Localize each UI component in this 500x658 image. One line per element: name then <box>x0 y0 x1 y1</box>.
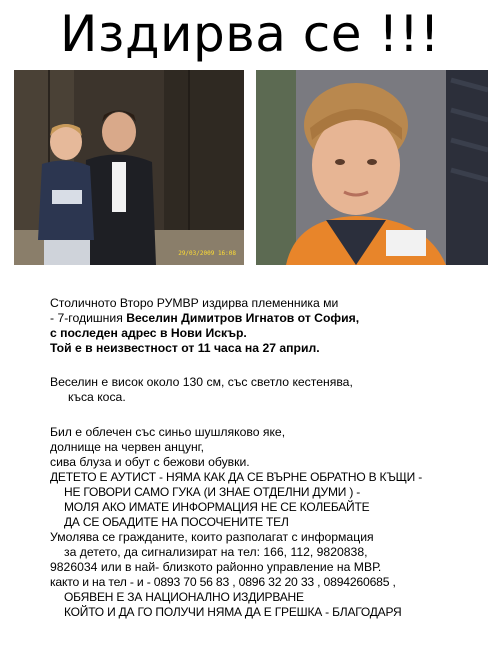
text-line: Веселин е висок около 130 см, със светло кестенява, <box>50 375 353 389</box>
photo-boy-closeup-image <box>256 70 488 265</box>
text-line: Той е в неизвестност от 11 часа на 27 април. <box>50 341 320 355</box>
text-line: МОЛЯ АКО ИМАТЕ ИНФОРМАЦИЯ НЕ СЕ КОЛЕБАЙТЕ <box>64 500 370 514</box>
text-line: 9826034 или в най- близкото районно управление на МВР. <box>50 560 382 574</box>
text-line: ОБЯВЕН Е ЗА НАЦИОНАЛНО ИЗДИРВАНЕ <box>64 590 304 604</box>
text-line: Столичното Второ РУМВР издирва племенника ми <box>50 296 339 310</box>
text-line: къса коса. <box>68 390 126 404</box>
photo-boy-with-adult-image <box>14 70 244 265</box>
text-line: долнище на червен анцунг, <box>50 440 205 454</box>
text-line-part: - 7-годишния <box>50 311 127 325</box>
text-line: ДЕТЕТО Е АУТИСТ - НЯМА КАК ДА СЕ ВЪРНЕ ОБРАТНО В КЪЩИ - <box>50 470 423 484</box>
text-line <box>50 311 359 327</box>
text-line: сива блуза и обут с бежови обувки. <box>50 455 250 469</box>
text-line: НЕ ГОВОРИ САМО ГУКА (И ЗНАЕ ОТДЕЛНИ ДУМИ ) - <box>64 485 361 499</box>
text-line: за детето, да сигнализират на тел: 166, 112, 9820838, <box>64 545 368 559</box>
text-line: ДА СЕ ОБАДИТЕ НА ПОСОЧЕНИТЕ ТЕЛ <box>64 515 289 529</box>
text-line: както и на тел - и - 0893 70 56 83 , 0896 32 20 33 , 0894260685 , <box>50 575 396 589</box>
photo-boy-closeup <box>256 70 488 265</box>
text-line: КОЙТО И ДА ГО ПОЛУЧИ НЯМА ДА Е ГРЕШКА - БЛАГОДАРЯ <box>64 605 402 619</box>
poster-title: Издирва се !!! <box>59 5 441 63</box>
text-line: Умолява се гражданите, които разполагат с информация <box>50 530 374 544</box>
text-line: Бил е облечен със синьо шушляково яке, <box>50 425 286 439</box>
photo-boy-with-adult <box>14 70 244 265</box>
text-line: с последен адрес в Нови Искър. <box>50 326 247 340</box>
photo-timestamp: 29/03/2009 16:08 <box>178 250 236 257</box>
missing-person-name: Веселин Димитров Игнатов от София, <box>126 311 360 325</box>
